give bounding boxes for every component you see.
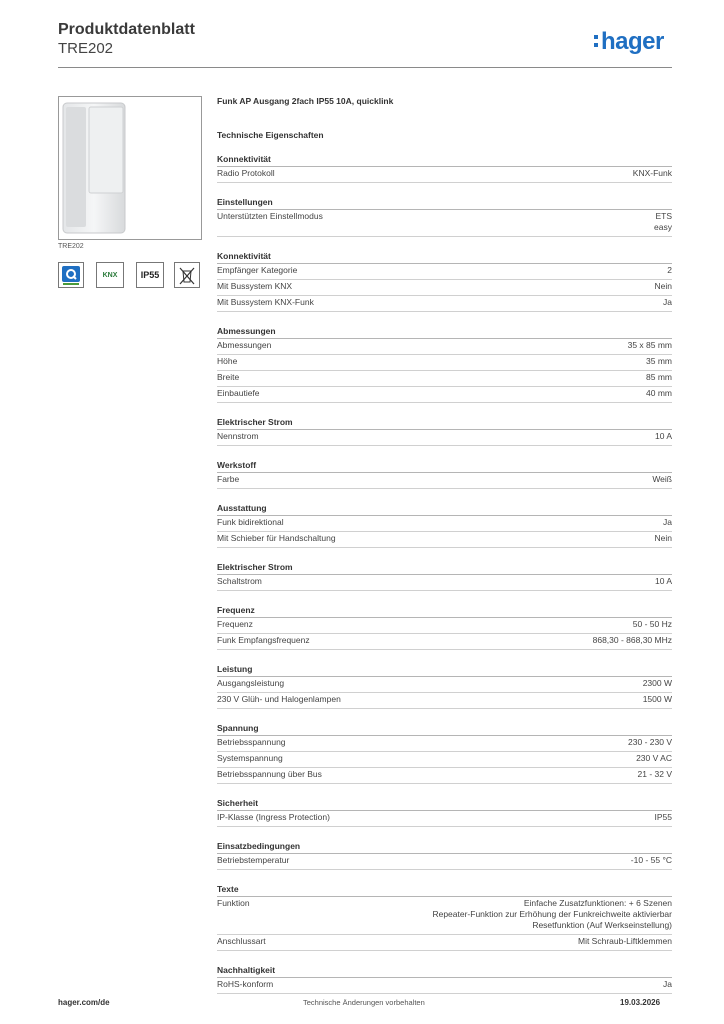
spec-value: Nein	[654, 533, 672, 543]
spec-group	[217, 562, 672, 591]
spec-row	[217, 736, 672, 752]
product-image	[58, 96, 202, 240]
spec-row	[217, 264, 672, 280]
spec-group-title: Frequenz	[217, 605, 672, 618]
spec-group	[217, 965, 672, 994]
footer-date: 19.03.2026	[620, 998, 661, 1007]
spec-row	[217, 811, 672, 827]
spec-label: Systemspannung	[217, 753, 283, 763]
spec-value: IP55	[654, 812, 672, 822]
spec-value: 868,30 - 868,30 MHz	[592, 635, 672, 645]
spec-label: Mit Bussystem KNX-Funk	[217, 297, 314, 307]
spec-value: 230 V AC	[636, 753, 672, 763]
spec-group-title: Texte	[217, 884, 672, 897]
spec-group	[217, 723, 672, 784]
spec-value: 50 - 50 Hz	[632, 619, 672, 629]
spec-group-title: Konnektivität	[217, 154, 672, 167]
spec-label: Höhe	[217, 356, 238, 366]
hager-logo: hager	[594, 28, 664, 56]
spec-row	[217, 618, 672, 634]
spec-row	[217, 978, 672, 994]
spec-row	[217, 339, 672, 355]
spec-value: 35 mm	[646, 356, 672, 366]
spec-groups	[217, 154, 672, 994]
weee-bin-icon	[174, 262, 200, 288]
spec-group-title: Elektrischer Strom	[217, 417, 672, 430]
spec-group-title: Werkstoff	[217, 460, 672, 473]
spec-label: 230 V Glüh- und Halogenlampen	[217, 694, 341, 704]
spec-group	[217, 503, 672, 548]
spec-group-title: Einsatzbedingungen	[217, 841, 672, 854]
spec-row	[217, 532, 672, 548]
spec-label: Funk Empfangsfrequenz	[217, 635, 310, 645]
spec-group-title: Abmessungen	[217, 326, 672, 339]
ip55-badge: IP55	[136, 262, 164, 288]
spec-row	[217, 677, 672, 693]
spec-group	[217, 417, 672, 446]
quickconnect-badge-icon	[58, 262, 84, 288]
spec-group-title: Leistung	[217, 664, 672, 677]
spec-group-title: Nachhaltigkeit	[217, 965, 672, 978]
spec-value: Einfache Zusatzfunktionen: + 6 Szenen Repeater-Funktion zur Erhöhung der Funkreichweite aktivierbar Resetfunktion (Auf Werkseinstellung)	[432, 898, 672, 930]
spec-value: 1500 W	[642, 694, 672, 704]
spec-value: 35 x 85 mm	[627, 340, 672, 350]
spec-label: RoHS-konform	[217, 979, 274, 989]
spec-label: Nennstrom	[217, 431, 259, 441]
spec-label: Funk bidirektional	[217, 517, 284, 527]
spec-value: Ja	[663, 517, 672, 527]
spec-row	[217, 634, 672, 650]
spec-group	[217, 460, 672, 489]
spec-value: 2300 W	[642, 678, 672, 688]
spec-value: Mit Schraub-Liftklemmen	[577, 936, 672, 946]
spec-label: Abmessungen	[217, 340, 272, 350]
spec-row	[217, 280, 672, 296]
spec-row	[217, 296, 672, 312]
spec-row	[217, 355, 672, 371]
spec-label: Betriebsspannung	[217, 737, 286, 747]
spec-value: 230 - 230 V	[628, 737, 672, 747]
product-name: Funk AP Ausgang 2fach IP55 10A, quicklink	[217, 96, 394, 106]
spec-label: Farbe	[217, 474, 240, 484]
spec-value: -10 - 55 °C	[630, 855, 672, 865]
spec-value: Ja	[663, 979, 672, 989]
spec-label: Radio Protokoll	[217, 168, 275, 178]
spec-row	[217, 473, 672, 489]
spec-label: Unterstützten Einstellmodus	[217, 211, 323, 221]
spec-group	[217, 884, 672, 951]
spec-value: 10 A	[654, 576, 672, 586]
spec-group-title: Ausstattung	[217, 503, 672, 516]
spec-value: ETS easy	[654, 211, 672, 232]
spec-value: 21 - 32 V	[637, 769, 672, 779]
spec-row	[217, 935, 672, 951]
knx-badge-icon: KNX	[96, 262, 124, 288]
spec-label: IP-Klasse (Ingress Protection)	[217, 812, 330, 822]
footer-disclaimer: Technische Änderungen vorbehalten	[303, 998, 425, 1007]
product-code: TRE202	[58, 40, 114, 57]
spec-group	[217, 605, 672, 650]
spec-group-title: Elektrischer Strom	[217, 562, 672, 575]
spec-label: Breite	[217, 372, 240, 382]
spec-label: Einbautiefe	[217, 388, 260, 398]
spec-group	[217, 326, 672, 403]
spec-value: 10 A	[654, 431, 672, 441]
spec-group	[217, 197, 672, 237]
spec-value: 85 mm	[646, 372, 672, 382]
image-caption: TRE202	[58, 243, 84, 250]
spec-row	[217, 430, 672, 446]
spec-value: 40 mm	[646, 388, 672, 398]
logo-dots-icon	[594, 28, 599, 52]
spec-row	[217, 371, 672, 387]
spec-row	[217, 897, 672, 935]
spec-label: Mit Bussystem KNX	[217, 281, 293, 291]
spec-value: KNX-Funk	[632, 168, 672, 178]
spec-row	[217, 854, 672, 870]
footer-website: hager.com/de	[58, 998, 110, 1007]
spec-row	[217, 516, 672, 532]
tech-properties-title: Technische Eigenschaften	[217, 130, 324, 140]
spec-row	[217, 167, 672, 183]
spec-row	[217, 693, 672, 709]
spec-group-title: Konnektivität	[217, 251, 672, 264]
spec-group	[217, 841, 672, 870]
spec-label: Mit Schieber für Handschaltung	[217, 533, 336, 543]
spec-label: Ausgangsleistung	[217, 678, 285, 688]
spec-group-title: Sicherheit	[217, 798, 672, 811]
spec-label: Betriebsspannung über Bus	[217, 769, 322, 779]
page-title: Produktdatenblatt	[58, 21, 195, 38]
spec-group	[217, 798, 672, 827]
spec-group	[217, 251, 672, 312]
spec-value: 2	[667, 265, 672, 275]
spec-value: Nein	[654, 281, 672, 291]
spec-section	[217, 96, 672, 994]
header-divider	[58, 67, 672, 68]
spec-value: Ja	[663, 297, 672, 307]
spec-label: Betriebstemperatur	[217, 855, 290, 865]
spec-label: Frequenz	[217, 619, 253, 629]
spec-row	[217, 768, 672, 784]
spec-label: Funktion	[217, 898, 250, 908]
spec-label: Schaltstrom	[217, 576, 262, 586]
spec-group-title: Spannung	[217, 723, 672, 736]
spec-row	[217, 387, 672, 403]
spec-group	[217, 154, 672, 183]
spec-row	[217, 210, 672, 237]
spec-group-title: Einstellungen	[217, 197, 672, 210]
spec-label: Empfänger Kategorie	[217, 265, 298, 275]
spec-group	[217, 664, 672, 709]
spec-value: Weiß	[652, 474, 672, 484]
spec-label: Anschlussart	[217, 936, 266, 946]
spec-row	[217, 575, 672, 591]
spec-row	[217, 752, 672, 768]
